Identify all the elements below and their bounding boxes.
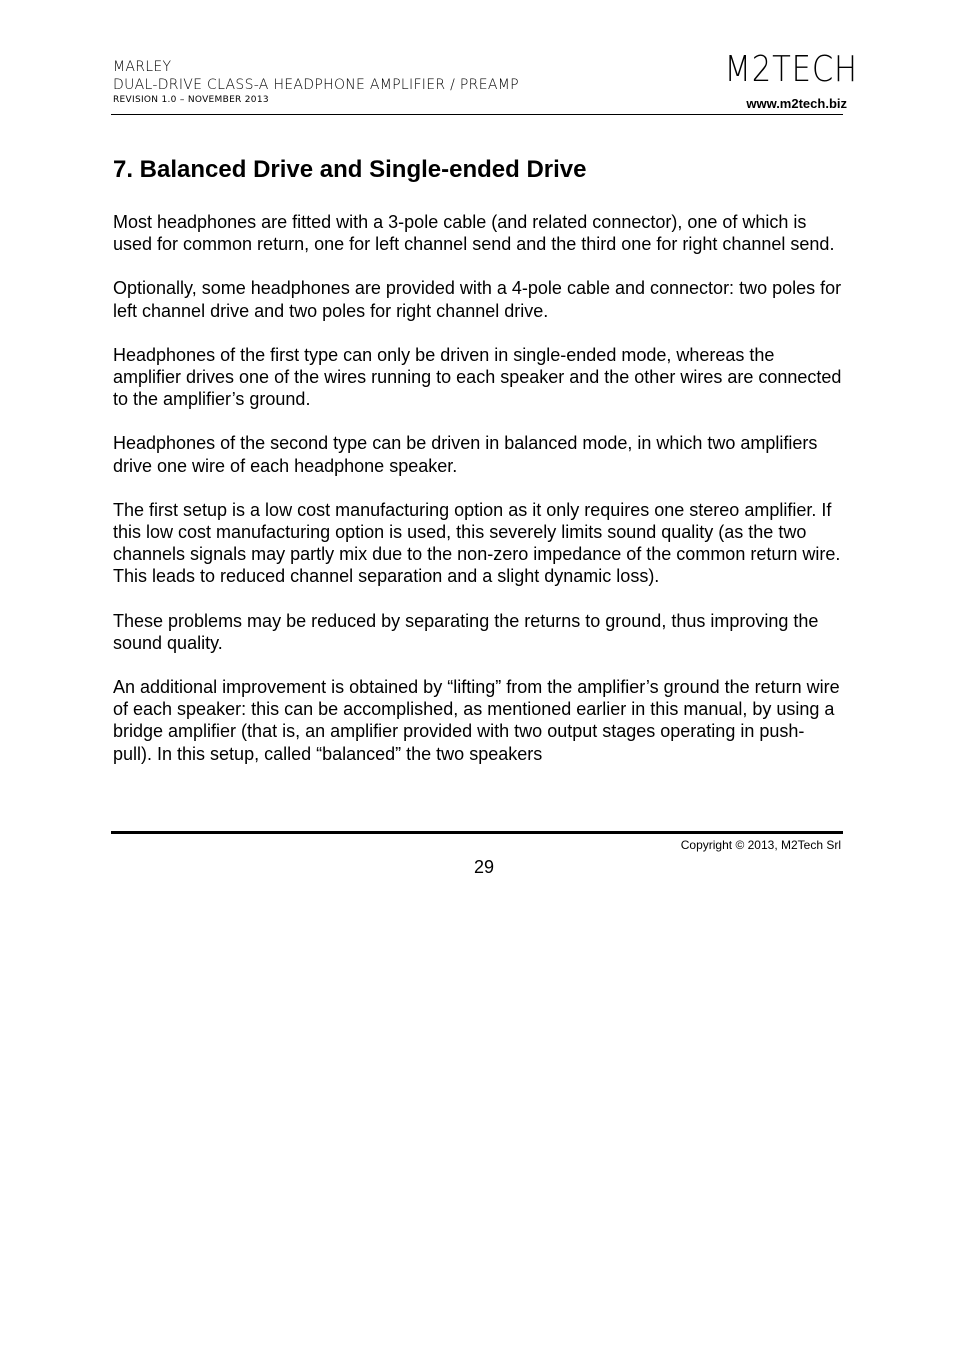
header-website: www.m2tech.biz bbox=[746, 96, 847, 111]
header-product-subtitle: DUAL-DRIVE CLASS-A HEADPHONE AMPLIFIER / PREAMP bbox=[113, 77, 519, 93]
section-title: 7. Balanced Drive and Single-ended Drive bbox=[113, 156, 587, 183]
footer-copyright: Copyright © 2013, M2Tech Srl bbox=[680, 838, 841, 852]
paragraph: An additional improvement is obtained by “lifting” from the amplifier’s ground the return wire of each speaker: this can be accomplished, as mentioned earlier in this manual, by using a bridge amplifier (that is, an amplifier provided with two output stages operating in push-pull). In this setup, called “balanced” the two speakers bbox=[113, 677, 840, 764]
paragraph: Optionally, some headphones are provided with a 4-pole cable and connector: two poles for left channel drive and two poles for right channel drive. bbox=[113, 278, 842, 321]
paragraph: The first setup is a low cost manufacturing option as it only requires one stereo amplifier. If this low cost manufacturing option is used, this severely limits sound quality (as the two channels signals may partly mix due to the non-zero impedance of the common return wire. This leads to reduced channel separation and a slight dynamic loss). bbox=[113, 499, 841, 587]
paragraph: Most headphones are fitted with a 3-pole cable (and related connector), one of which is used for common return, one for left channel send and the third one for right channel send. bbox=[113, 212, 835, 255]
section-body bbox=[113, 211, 843, 787]
page-number: 29 bbox=[473, 857, 495, 877]
m2tech-logo: M2TECH bbox=[724, 49, 858, 90]
footer-divider bbox=[111, 831, 843, 834]
paragraph: These problems may be reduced by separating the returns to ground, thus improving the sound quality. bbox=[113, 610, 819, 653]
header-revision: REVISION 1.0 – NOVEMBER 2013 bbox=[113, 95, 269, 105]
paragraph: Headphones of the first type can only be driven in single-ended mode, whereas the amplifier drives one of the wires running to each speaker and the other wires are connected to the amplifier’s ground. bbox=[113, 344, 842, 410]
document-header bbox=[113, 58, 519, 106]
paragraph: Headphones of the second type can be driven in balanced mode, in which two amplifiers drive one wire of each headphone speaker. bbox=[113, 433, 818, 476]
header-divider bbox=[111, 114, 843, 115]
header-product-name: MARLEY bbox=[113, 59, 172, 75]
